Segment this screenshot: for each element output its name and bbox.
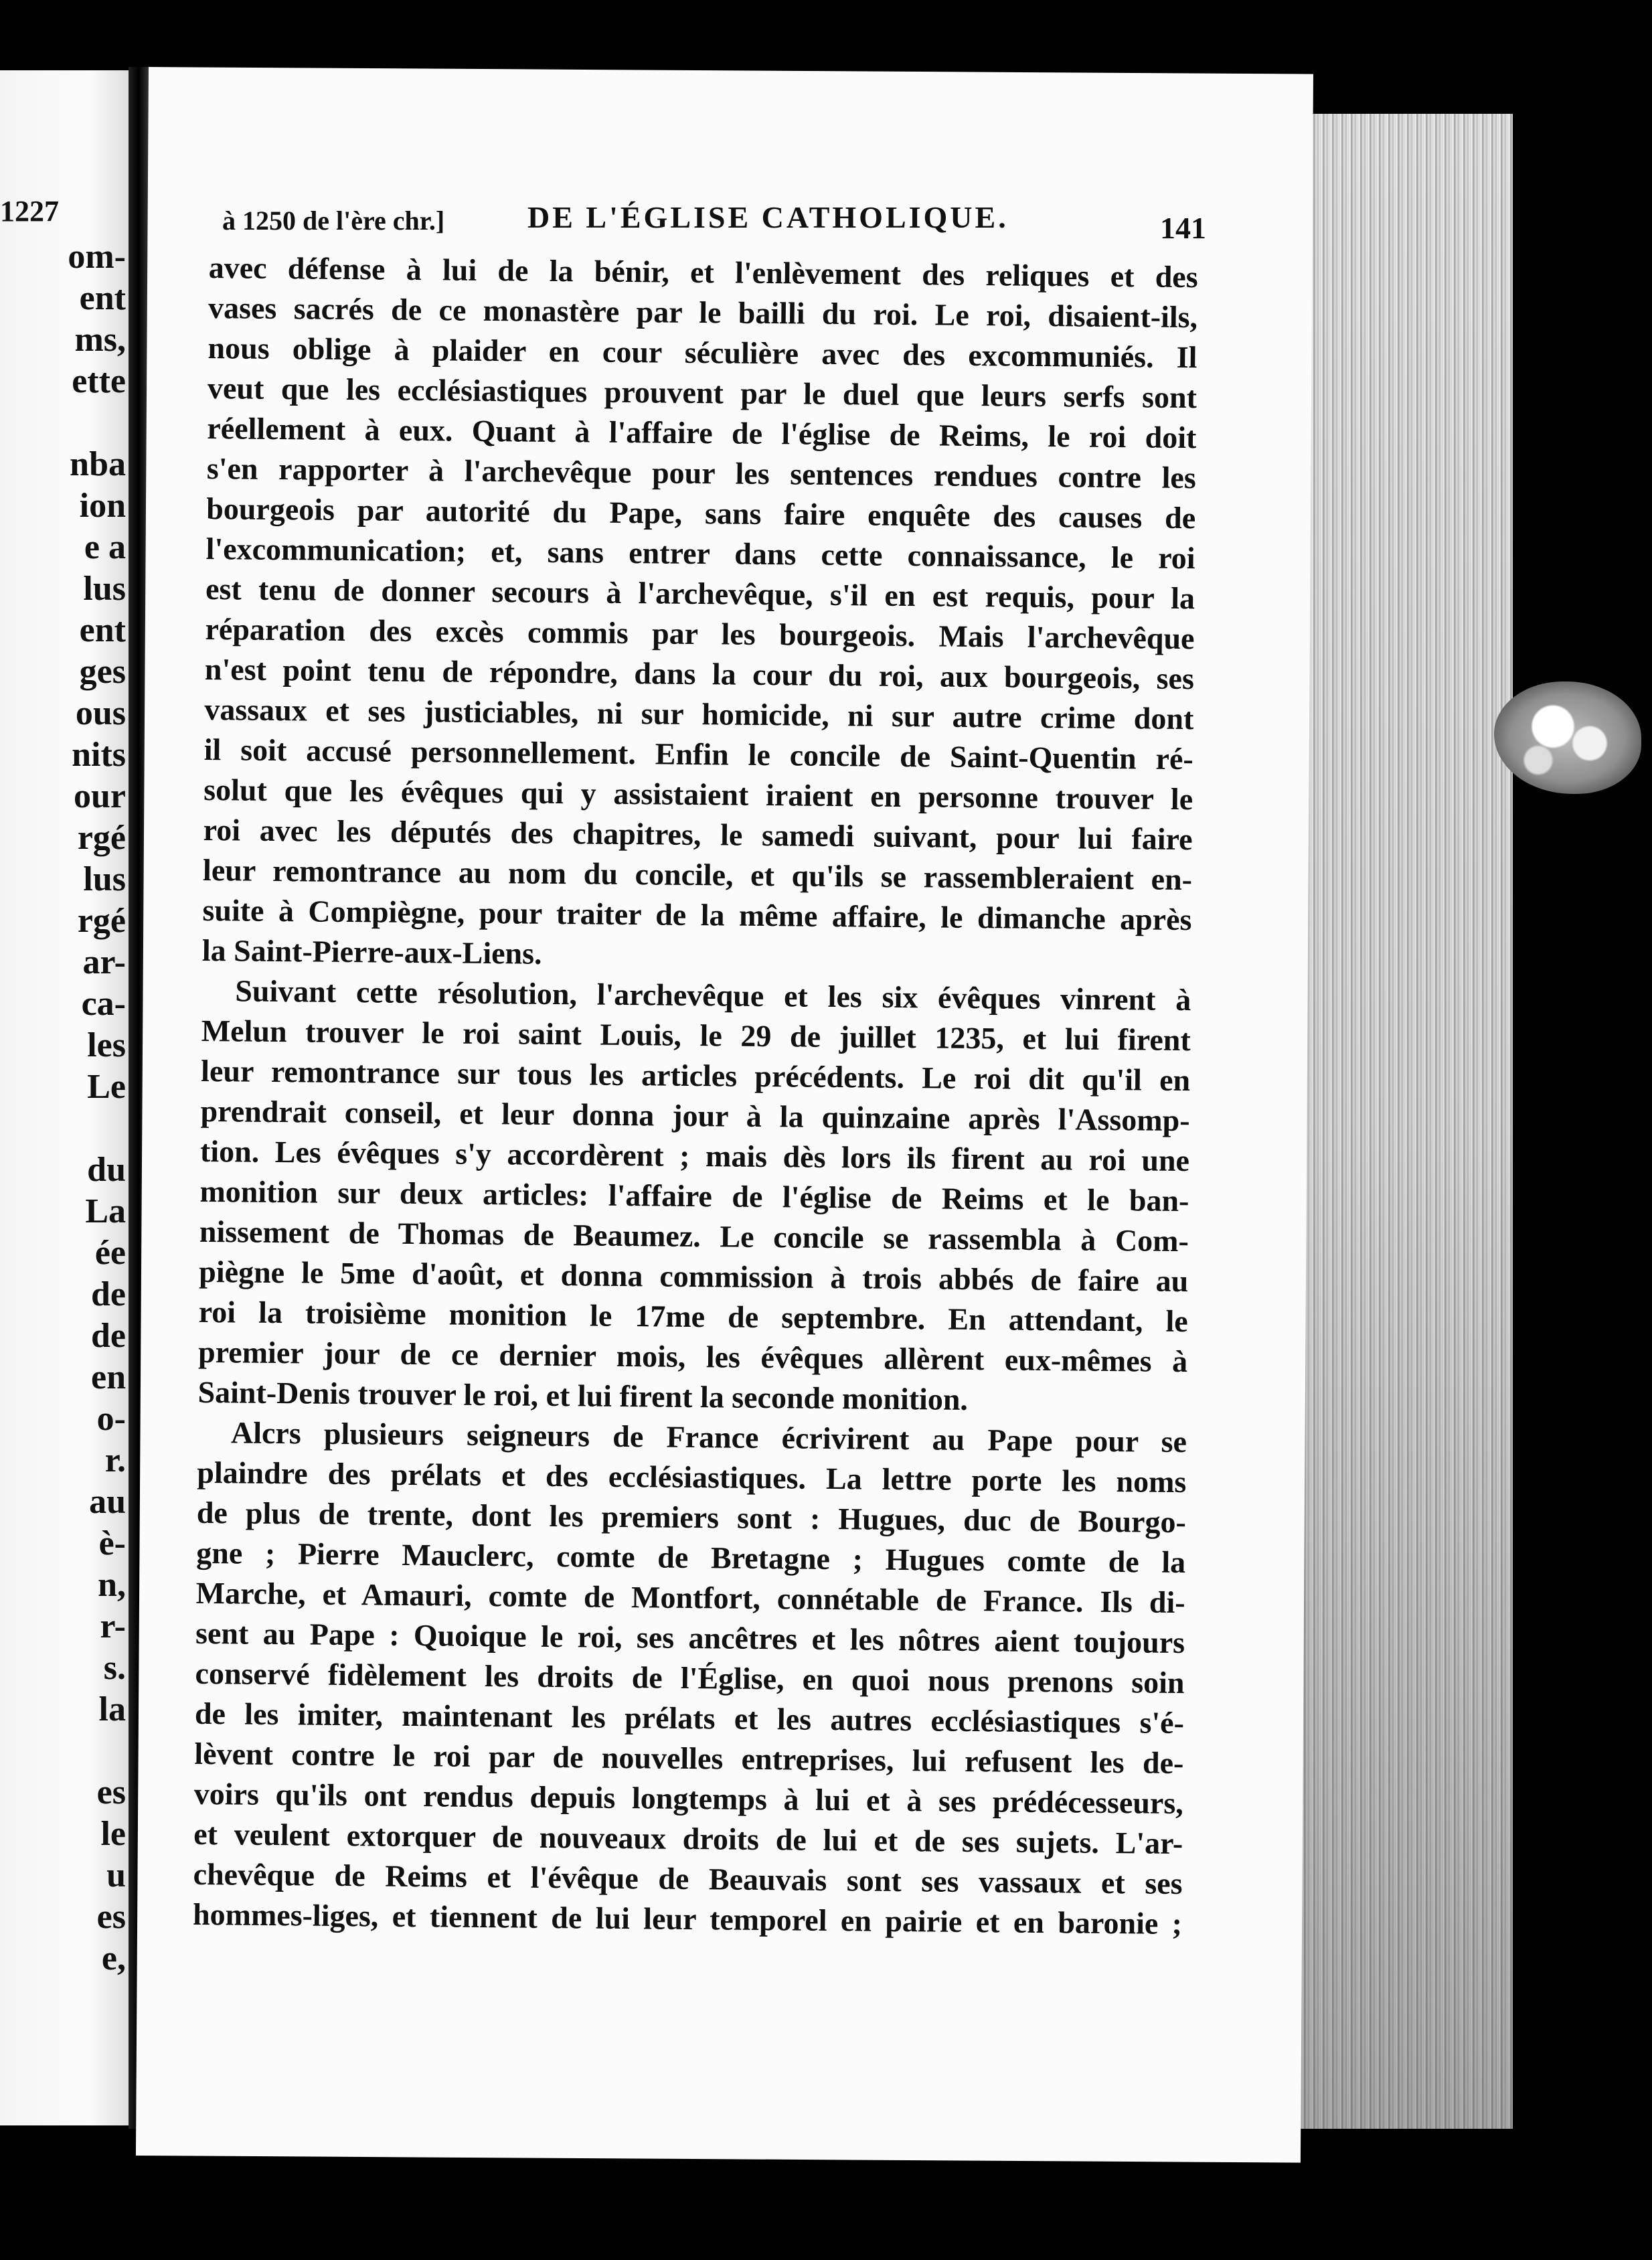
text-line: veut que les ecclésiastiques prouvent par le duel que leurs serfs sont <box>207 370 1197 415</box>
left-page-line: la <box>98 1690 126 1728</box>
running-head <box>222 199 1213 245</box>
left-page-line: les <box>87 1026 126 1064</box>
left-page-line: du <box>87 1151 126 1189</box>
text-line: roi la troisième monition le 17me de septembre. En attendant, le <box>198 1294 1188 1339</box>
left-page-line: ous <box>75 694 126 732</box>
left-page-line: r- <box>100 1607 126 1645</box>
left-page-line: ette <box>72 362 126 400</box>
left-page-line: o- <box>96 1400 126 1438</box>
text-line: conservé fidèlement les droits de l'Église, en quoi nous prenons soin <box>195 1656 1185 1700</box>
text-line: monition sur deux articles: l'affaire de l'église de Reims et le ban- <box>199 1174 1189 1218</box>
left-page-line: de <box>91 1275 126 1313</box>
text-line: réparation des excès commis par les bourgeois. Mais l'archevêque <box>205 611 1195 656</box>
page-fore-edge <box>1292 114 1513 2129</box>
text-line: nous oblige à plaider en cour séculière avec des excommuniés. Il <box>208 330 1197 375</box>
left-page-line: ms, <box>74 321 126 359</box>
left-page-line: ée <box>94 1234 126 1272</box>
text-line: réellement à eux. Quant à l'affaire de l'église de Reims, le roi doit <box>207 410 1197 455</box>
text-line: de plus de trente, dont les premiers sont : Hugues, duc de Bourgo- <box>196 1495 1187 1540</box>
left-page-line: es <box>96 1898 126 1936</box>
text-line: gne ; Pierre Mauclerc, comte de Bretagne ; Hugues comte de la <box>196 1535 1186 1580</box>
text-line: prendrait conseil, et leur donna jour à la quinzaine après l'Assomp- <box>200 1093 1190 1138</box>
left-page-line: ent <box>79 611 126 649</box>
left-page-line: lus <box>83 570 126 608</box>
left-page-line: s. <box>103 1649 126 1687</box>
text-line: piègne le 5me d'août, et donna commission à trois abbés de faire au <box>199 1254 1189 1299</box>
left-page-line: lus <box>83 860 126 898</box>
text-line: chevêque de Reims et l'évêque de Beauvais sont ses vassaux et ses <box>193 1856 1183 1901</box>
left-page-line: ges <box>79 653 126 691</box>
left-page-line: La <box>85 1192 126 1230</box>
text-line: Melun trouver le roi saint Louis, le 29 de juillet 1235, et lui firent <box>201 1013 1191 1058</box>
paragraph-end-line: Saint-Denis trouver le roi, et lui firent la seconde monition. <box>197 1374 969 1417</box>
text-line: sent au Pape : Quoique le roi, ses ancêtres et les nôtres aient toujours <box>195 1615 1185 1660</box>
left-page-line: om- <box>68 238 126 276</box>
text-line: hommes-liges, et tiennent de lui leur temporel en pairie et en baronie ; <box>192 1896 1183 1941</box>
left-page-line: è- <box>98 1524 126 1562</box>
text-line: leur remontrance sur tous les articles précédents. Le roi dit qu'il en <box>200 1053 1191 1098</box>
text-line: bourgeois par autorité du Pape, sans faire enquête des causes de <box>206 491 1196 536</box>
left-page-line: le <box>100 1815 126 1853</box>
running-head-date-range: à 1250 de l'ère chr.] <box>222 206 445 236</box>
text-line: vases sacrés de ce monastère par le bailli du roi. Le roi, disaient-ils, <box>208 290 1198 335</box>
fore-edge-shadow <box>1292 114 1513 2129</box>
text-line: est tenu de donner secours à l'archevêque, s'il en est requis, pour la <box>205 571 1195 616</box>
left-adjacent-page <box>0 70 129 2125</box>
left-page-line: rgé <box>77 902 126 940</box>
paragraph-start-line: Suivant cette résolution, l'archevêque et les six évêques vinrent à <box>235 973 1191 1018</box>
text-line: lèvent contre le roi par de nouvelles entreprises, lui refusent les de- <box>194 1736 1184 1781</box>
text-line: de les imiter, maintenant les prélats et les autres ecclésiastiques s'é- <box>194 1696 1185 1741</box>
left-page-text <box>68 236 126 1980</box>
text-line: s'en rapporter à l'archevêque pour les sentences rendues contre les <box>206 451 1197 495</box>
text-line: solut que les évêques qui y assistaient iraient en personne trouver le <box>203 772 1193 817</box>
text-line: plaindre des prélats et des ecclésiastiques. La lettre porte les noms <box>197 1455 1187 1500</box>
page-number: 141 <box>1160 211 1206 245</box>
text-line: voirs qu'ils ont rendus depuis longtemps à lui et à ses prédécesseurs, <box>193 1776 1184 1821</box>
text-line: premier jour de ce dernier mois, les évêques allèrent eux-mêmes à <box>197 1334 1188 1379</box>
left-page-line: ent <box>79 279 126 317</box>
paragraph-start-line: Alcrs plusieurs seigneurs de France écrivirent au Pape pour se <box>230 1415 1187 1459</box>
text-line: tion. Les évêques s'y accordèrent ; mais dès lors ils firent au roi une <box>199 1133 1190 1178</box>
left-page-line: en <box>91 1358 126 1396</box>
running-head-title: DE L'ÉGLISE CATHOLIQUE. <box>527 200 1009 234</box>
left-page-line: e, <box>101 1939 126 1977</box>
left-page-line: rgé <box>77 819 126 857</box>
left-page-line <box>68 402 126 444</box>
text-line: nissement de Thomas de Beaumez. Le concile se rassembla à Com- <box>199 1214 1189 1259</box>
left-page-header: 1227 <box>0 195 59 228</box>
left-page-line: au <box>89 1483 126 1521</box>
text-line: il soit accusé personnellement. Enfin le concile de Saint-Quentin ré- <box>203 732 1193 777</box>
left-page-line: r. <box>104 1441 126 1479</box>
left-page-line: de <box>91 1317 126 1355</box>
text-line: roi avec les députés des chapitres, le samedi suivant, pour lui faire <box>203 812 1193 857</box>
text-line: vassaux et ses justiciables, ni sur homicide, ni sur autre crime dont <box>204 692 1194 736</box>
page-body-text <box>193 248 1198 1944</box>
left-page-line: nits <box>72 736 126 774</box>
left-page-line: Le <box>87 1068 126 1106</box>
text-line: avec défense à lui de la bénir, et l'enlèvement des reliques et des <box>208 250 1198 295</box>
text-line: l'excommunication; et, sans entrer dans cette connaissance, le roi <box>205 531 1195 576</box>
left-page-line: e a <box>84 528 126 566</box>
text-line: suite à Compiègne, pour traiter de la même affaire, le dimanche après <box>202 892 1192 937</box>
left-page-line: ca- <box>81 985 126 1023</box>
text-line: leur remontrance au nom du concile, et qu'ils se rassembleraient en- <box>202 852 1193 897</box>
paragraph-end-line: la Saint-Pierre-aux-Liens. <box>201 933 542 971</box>
left-page-line: our <box>74 777 126 815</box>
text-line: Marche, et Amauri, comte de Montfort, connétable de France. Ils di- <box>195 1575 1185 1620</box>
left-page-line: n, <box>98 1566 126 1604</box>
left-page-line <box>68 1730 126 1772</box>
left-page-line: ion <box>79 487 126 525</box>
left-page-line: ar- <box>82 943 126 981</box>
left-page-line: u <box>106 1856 126 1894</box>
left-page-line <box>68 1108 126 1149</box>
left-page-line: es <box>96 1773 126 1811</box>
text-line: et veulent extorquer de nouveaux droits de lui et de ses sujets. L'ar- <box>193 1816 1183 1861</box>
left-page-line: nba <box>70 445 126 483</box>
text-line: n'est point tenu de répondre, dans la cour du roi, aux bourgeois, ses <box>204 651 1195 696</box>
